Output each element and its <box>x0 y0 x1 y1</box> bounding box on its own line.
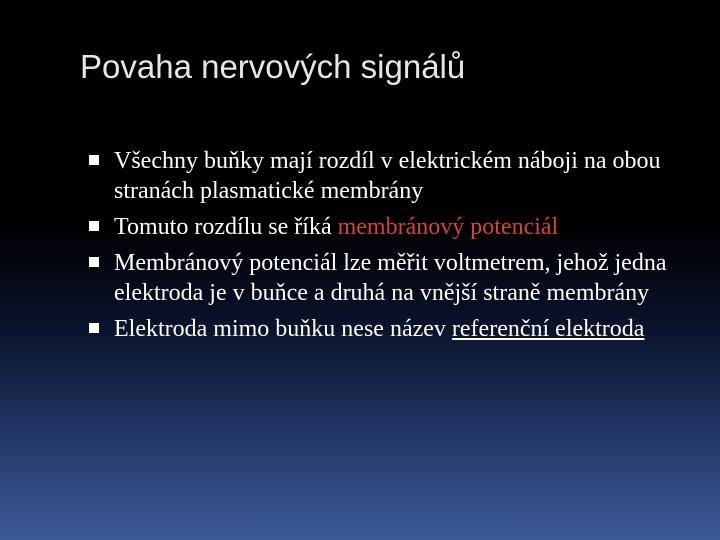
bullet-item-3 <box>88 248 688 308</box>
square-bullet-icon <box>89 323 99 333</box>
square-bullet-icon <box>89 257 99 267</box>
bullet-text: Membránový potenciál lze měřit voltmetrem, jehož jedna elektroda je v buňce a druhá na vnější straně membrány <box>114 250 667 306</box>
square-bullet-icon <box>89 221 99 231</box>
square-bullet-icon <box>89 155 99 165</box>
slide-title: Povaha nervových signálů <box>80 48 466 85</box>
bullet-text: Elektroda mimo buňku nese název <box>114 316 452 342</box>
bullet-item-2 <box>88 212 688 242</box>
bullet-item-1 <box>88 146 688 206</box>
bullet-text: Tomuto rozdílu se říká <box>114 214 338 240</box>
highlight-term-link: referenční elektroda <box>451 316 645 342</box>
highlight-term: membránový potenciál <box>337 214 559 240</box>
bullet-text: Všechny buňky mají rozdíl v elektrickém náboji na obou stranách plasmatické membrány <box>114 148 661 204</box>
bullet-item-4 <box>88 314 688 344</box>
bullet-list <box>88 146 688 350</box>
